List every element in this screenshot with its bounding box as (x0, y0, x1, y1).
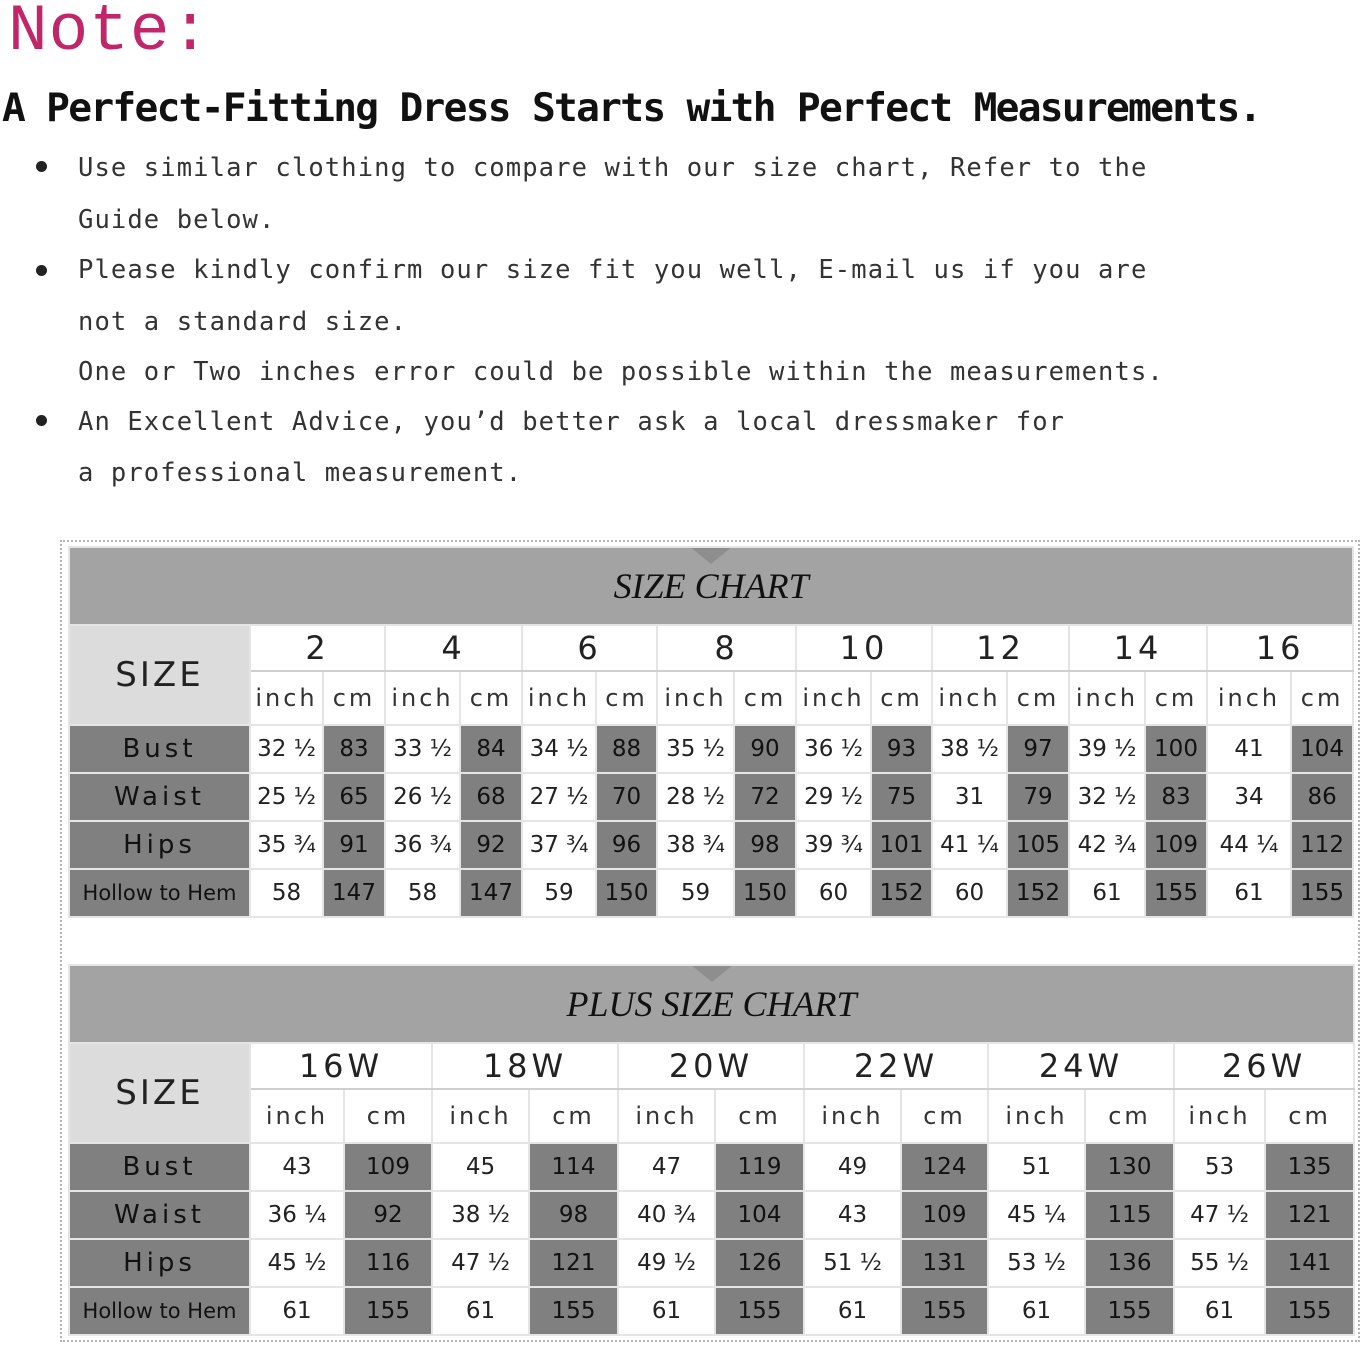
cm-value-cell: 104 (1291, 725, 1353, 773)
cm-value-cell: 97 (1007, 725, 1069, 773)
size-header-12: 12 (932, 625, 1069, 671)
row-label-hollow-to-hem: Hollow to Hem (69, 869, 250, 917)
table-row (69, 1143, 1354, 1191)
cm-value-cell: 155 (1145, 869, 1207, 917)
inch-value-cell: 26 ½ (385, 773, 460, 821)
cm-value-cell: 84 (460, 725, 522, 773)
title-notch (690, 965, 734, 982)
cm-value-cell: 131 (901, 1239, 988, 1287)
inch-value-cell: 60 (932, 869, 1007, 917)
unit-inch-header: inch (932, 671, 1007, 725)
inch-value-cell: 36 ¼ (250, 1191, 344, 1239)
plus-size-chart-table (68, 964, 1355, 1336)
cm-value-cell: 79 (1007, 773, 1069, 821)
size-header-24w: 24W (988, 1043, 1174, 1089)
inch-value-cell: 61 (1069, 869, 1145, 917)
cm-value-cell: 116 (344, 1239, 432, 1287)
unit-inch-header: inch (1174, 1089, 1265, 1143)
unit-cm-header: cm (715, 1089, 804, 1143)
unit-cm-header: cm (596, 671, 657, 725)
bullet-dot (36, 265, 47, 276)
unit-inch-header: inch (432, 1089, 529, 1143)
cm-value-cell: 90 (734, 725, 796, 773)
size-header-26w: 26W (1174, 1043, 1354, 1089)
cm-value-cell: 135 (1265, 1143, 1354, 1191)
bullet-dot (36, 161, 47, 172)
table-row (69, 821, 1353, 869)
inch-value-cell: 53 (1174, 1143, 1265, 1191)
unit-inch-header: inch (618, 1089, 715, 1143)
cm-value-cell: 100 (1145, 725, 1207, 773)
cm-value-cell: 121 (1265, 1191, 1354, 1239)
inch-value-cell: 37 ¾ (522, 821, 596, 869)
cm-value-cell: 150 (734, 869, 796, 917)
unit-cm-header: cm (1007, 671, 1069, 725)
cm-value-cell: 72 (734, 773, 796, 821)
cm-value-cell: 88 (596, 725, 657, 773)
chart-separator (68, 922, 1353, 966)
inch-value-cell: 32 ½ (250, 725, 323, 773)
cm-value-cell: 104 (715, 1191, 804, 1239)
inch-value-cell: 49 (804, 1143, 901, 1191)
size-chart-table (68, 546, 1354, 918)
bullet-line: Use similar clothing to compare with our size chart, Refer to the (78, 153, 1148, 183)
cm-value-cell: 86 (1291, 773, 1353, 821)
inch-value-cell: 61 (804, 1287, 901, 1335)
unit-cm-header: cm (1085, 1089, 1174, 1143)
cm-value-cell: 112 (1291, 821, 1353, 869)
cm-value-cell: 150 (596, 869, 657, 917)
inch-value-cell: 35 ¾ (250, 821, 323, 869)
inch-value-cell: 35 ½ (657, 725, 734, 773)
cm-value-cell: 92 (344, 1191, 432, 1239)
row-label-bust: Bust (69, 1143, 250, 1191)
inch-value-cell: 25 ½ (250, 773, 323, 821)
row-label-waist: Waist (69, 1191, 250, 1239)
size-label: SIZE (69, 625, 250, 725)
unit-inch-header: inch (657, 671, 734, 725)
unit-cm-header: cm (529, 1089, 618, 1143)
inch-value-cell: 39 ¾ (796, 821, 871, 869)
bullet-line: An Excellent Advice, you’d better ask a local dressmaker for (78, 407, 1066, 437)
unit-inch-header: inch (250, 671, 323, 725)
cm-value-cell: 92 (460, 821, 522, 869)
size-header-22w: 22W (804, 1043, 988, 1089)
unit-cm-header: cm (734, 671, 796, 725)
size-header-16w: 16W (250, 1043, 432, 1089)
bullet-line: a professional measurement. (78, 458, 523, 488)
unit-cm-header: cm (1291, 671, 1353, 725)
unit-cm-header: cm (871, 671, 932, 725)
inch-value-cell: 45 ½ (250, 1239, 344, 1287)
table-row (69, 1191, 1354, 1239)
table-row (69, 773, 1353, 821)
inch-value-cell: 34 ½ (522, 725, 596, 773)
cm-value-cell: 136 (1085, 1239, 1174, 1287)
table-row (69, 725, 1353, 773)
inch-value-cell: 51 (988, 1143, 1085, 1191)
size-header-20w: 20W (618, 1043, 804, 1089)
inch-value-cell: 31 (932, 773, 1007, 821)
inch-value-cell: 47 ½ (432, 1239, 529, 1287)
inch-value-cell: 40 ¾ (618, 1191, 715, 1239)
size-header-4: 4 (385, 625, 522, 671)
unit-inch-header: inch (250, 1089, 344, 1143)
inch-value-cell: 43 (250, 1143, 344, 1191)
cm-value-cell: 68 (460, 773, 522, 821)
inch-value-cell: 41 (1207, 725, 1291, 773)
cm-value-cell: 91 (323, 821, 385, 869)
cm-value-cell: 96 (596, 821, 657, 869)
inch-value-cell: 59 (522, 869, 596, 917)
unit-cm-header: cm (1265, 1089, 1354, 1143)
bullet-line: Please kindly confirm our size fit you well, E-mail us if you are (78, 255, 1148, 285)
cm-value-cell: 126 (715, 1239, 804, 1287)
cm-value-cell: 155 (529, 1287, 618, 1335)
inch-value-cell: 28 ½ (657, 773, 734, 821)
inch-value-cell: 29 ½ (796, 773, 871, 821)
cm-value-cell: 119 (715, 1143, 804, 1191)
bullet-line: Guide below. (78, 205, 276, 235)
cm-value-cell: 75 (871, 773, 932, 821)
unit-cm-header: cm (323, 671, 385, 725)
cm-value-cell: 152 (1007, 869, 1069, 917)
unit-inch-header: inch (385, 671, 460, 725)
inch-value-cell: 45 ¼ (988, 1191, 1085, 1239)
cm-value-cell: 141 (1265, 1239, 1354, 1287)
cm-value-cell: 130 (1085, 1143, 1174, 1191)
cm-value-cell: 155 (901, 1287, 988, 1335)
inch-value-cell: 43 (804, 1191, 901, 1239)
cm-value-cell: 101 (871, 821, 932, 869)
inch-value-cell: 41 ¼ (932, 821, 1007, 869)
unit-cm-header: cm (1145, 671, 1207, 725)
unit-inch-header: inch (1069, 671, 1145, 725)
inch-value-cell: 61 (432, 1287, 529, 1335)
cm-value-cell: 114 (529, 1143, 618, 1191)
cm-value-cell: 147 (323, 869, 385, 917)
cm-value-cell: 155 (1291, 869, 1353, 917)
inch-value-cell: 60 (796, 869, 871, 917)
inch-value-cell: 27 ½ (522, 773, 596, 821)
unit-inch-header: inch (796, 671, 871, 725)
headline: A Perfect-Fitting Dress Starts with Perfect Measurements. (2, 85, 1261, 131)
cm-value-cell: 124 (901, 1143, 988, 1191)
inch-value-cell: 51 ½ (804, 1239, 901, 1287)
size-header-10: 10 (796, 625, 932, 671)
inch-value-cell: 53 ½ (988, 1239, 1085, 1287)
cm-value-cell: 155 (1085, 1287, 1174, 1335)
unit-inch-header: inch (804, 1089, 901, 1143)
cm-value-cell: 109 (344, 1143, 432, 1191)
plus-size-chart-title-text: PLUS SIZE CHART (566, 984, 857, 1024)
table-row (69, 1239, 1354, 1287)
size-header-6: 6 (522, 625, 657, 671)
inch-value-cell: 47 ½ (1174, 1191, 1265, 1239)
row-label-bust: Bust (69, 725, 250, 773)
inch-value-cell: 33 ½ (385, 725, 460, 773)
inch-value-cell: 38 ½ (932, 725, 1007, 773)
bullet-line: not a standard size. (78, 307, 408, 337)
unit-cm-header: cm (344, 1089, 432, 1143)
row-label-hips: Hips (69, 821, 250, 869)
inch-value-cell: 58 (250, 869, 323, 917)
inch-value-cell: 55 ½ (1174, 1239, 1265, 1287)
inch-value-cell: 36 ¾ (385, 821, 460, 869)
size-chart-title-text: SIZE CHART (613, 566, 809, 606)
inch-value-cell: 36 ½ (796, 725, 871, 773)
unit-inch-header: inch (1207, 671, 1291, 725)
inch-value-cell: 49 ½ (618, 1239, 715, 1287)
inch-value-cell: 58 (385, 869, 460, 917)
bullet-dot (36, 415, 47, 426)
size-label: SIZE (69, 1043, 250, 1143)
inch-value-cell: 34 (1207, 773, 1291, 821)
row-label-waist: Waist (69, 773, 250, 821)
cm-value-cell: 83 (1145, 773, 1207, 821)
cm-value-cell: 98 (734, 821, 796, 869)
unit-cm-header: cm (460, 671, 522, 725)
inch-value-cell: 38 ½ (432, 1191, 529, 1239)
cm-value-cell: 109 (1145, 821, 1207, 869)
inch-value-cell: 42 ¾ (1069, 821, 1145, 869)
size-header-16: 16 (1207, 625, 1353, 671)
size-header-18w: 18W (432, 1043, 618, 1089)
unit-inch-header: inch (988, 1089, 1085, 1143)
inch-value-cell: 32 ½ (1069, 773, 1145, 821)
cm-value-cell: 65 (323, 773, 385, 821)
table-row (69, 869, 1353, 917)
cm-value-cell: 109 (901, 1191, 988, 1239)
cm-value-cell: 105 (1007, 821, 1069, 869)
plus-size-chart-title (69, 965, 1354, 1043)
row-label-hips: Hips (69, 1239, 250, 1287)
cm-value-cell: 155 (344, 1287, 432, 1335)
inch-value-cell: 45 (432, 1143, 529, 1191)
cm-value-cell: 155 (1265, 1287, 1354, 1335)
cm-value-cell: 93 (871, 725, 932, 773)
size-header-2: 2 (250, 625, 385, 671)
unit-cm-header: cm (901, 1089, 988, 1143)
inch-value-cell: 61 (250, 1287, 344, 1335)
cm-value-cell: 115 (1085, 1191, 1174, 1239)
inch-value-cell: 44 ¼ (1207, 821, 1291, 869)
inch-value-cell: 61 (1174, 1287, 1265, 1335)
title-notch (689, 547, 733, 564)
unit-inch-header: inch (522, 671, 596, 725)
inch-value-cell: 47 (618, 1143, 715, 1191)
inch-value-cell: 61 (1207, 869, 1291, 917)
cm-value-cell: 83 (323, 725, 385, 773)
cm-value-cell: 98 (529, 1191, 618, 1239)
table-row (69, 1287, 1354, 1335)
size-header-14: 14 (1069, 625, 1207, 671)
bullet-line: One or Two inches error could be possible within the measurements. (78, 357, 1164, 387)
row-label-hollow-to-hem: Hollow to Hem (69, 1287, 250, 1335)
cm-value-cell: 152 (871, 869, 932, 917)
inch-value-cell: 38 ¾ (657, 821, 734, 869)
size-header-8: 8 (657, 625, 796, 671)
inch-value-cell: 59 (657, 869, 734, 917)
note-heading: Note: (8, 0, 212, 69)
inch-value-cell: 61 (988, 1287, 1085, 1335)
cm-value-cell: 147 (460, 869, 522, 917)
inch-value-cell: 39 ½ (1069, 725, 1145, 773)
size-chart-title (69, 547, 1353, 625)
inch-value-cell: 61 (618, 1287, 715, 1335)
cm-value-cell: 155 (715, 1287, 804, 1335)
cm-value-cell: 70 (596, 773, 657, 821)
cm-value-cell: 121 (529, 1239, 618, 1287)
